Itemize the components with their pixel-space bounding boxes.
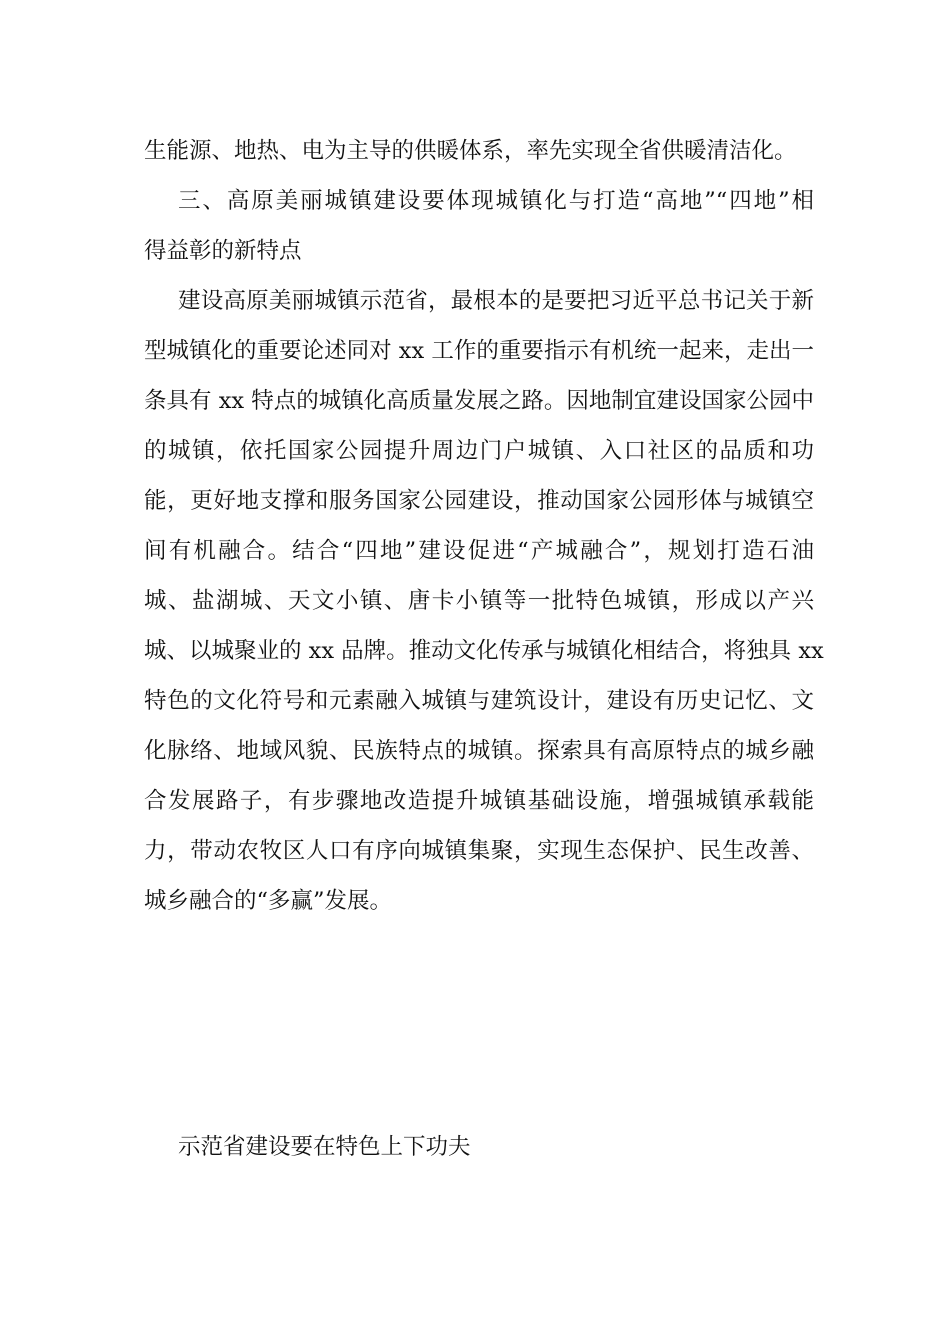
paragraph-line: 力，带动农牧区人口有序向城镇集聚，实现生态保护、民生改善、 [144,838,814,864]
paragraph-line: 生能源、地热、电为主导的供暖体系，率先实现全省供暖清洁化。 [144,138,797,164]
section-heading-line: 得益彰的新特点 [144,238,302,264]
paragraph-line: 合发展路子，有步骤地改造提升城镇基础设施，增强城镇承载能 [144,788,814,814]
paragraph-line: 间有机融合。结合“四地”建设促进“产城融合”，规划打造石油 [144,538,814,564]
paragraph-line: 城、盐湖城、天文小镇、唐卡小镇等一批特色城镇，形成以产兴 [144,588,814,614]
paragraph-line: 化脉络、地域风貌、民族特点的城镇。探索具有高原特点的城乡融 [144,738,814,764]
section-title: 示范省建设要在特色上下功夫 [178,1134,471,1160]
paragraph-line: 型城镇化的重要论述同对 xx 工作的重要指示有机统一起来，走出一 [144,338,814,364]
paragraph-line: 能，更好地支撑和服务国家公园建设，推动国家公园形体与城镇空 [144,488,814,514]
paragraph-line: 城乡融合的“多赢”发展。 [144,888,393,914]
paragraph-line: 建设高原美丽城镇示范省，最根本的是要把习近平总书记关于新 [178,288,814,314]
paragraph-line: 城、以城聚业的 xx 品牌。推动文化传承与城镇化相结合，将独具 xx [144,638,824,664]
paragraph-line: 条具有 xx 特点的城镇化高质量发展之路。因地制宜建设国家公园中 [144,388,814,414]
paragraph-line: 的城镇，依托国家公园提升周边门户城镇、入口社区的品质和功 [144,438,814,464]
paragraph-line: 特色的文化符号和元素融入城镇与建筑设计，建设有历史记忆、文 [144,688,814,714]
section-heading-line: 三、高原美丽城镇建设要体现城镇化与打造“高地”“四地”相 [178,188,814,214]
